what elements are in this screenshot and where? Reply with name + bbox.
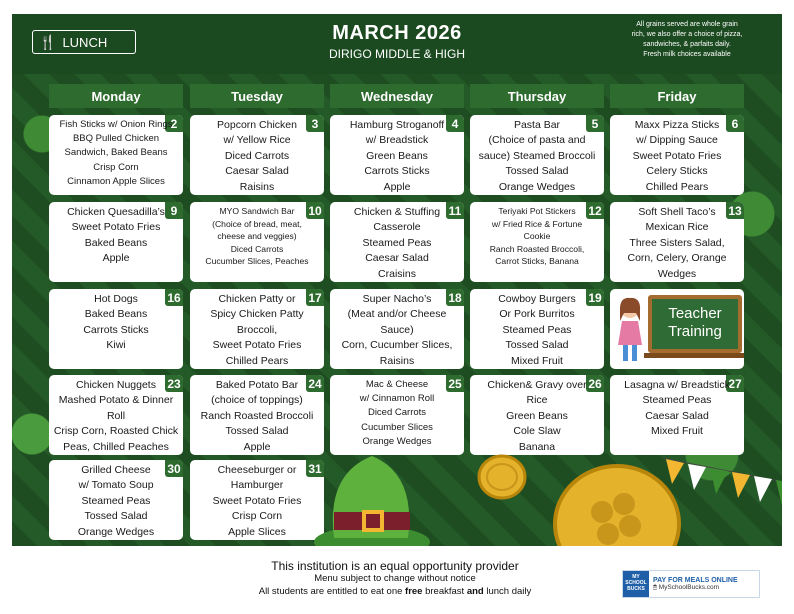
menu-item: Apple [243, 440, 271, 453]
menu-item: Lasagna w/ Breadstick [624, 379, 730, 391]
menu-cell-mar-10 [190, 202, 324, 282]
footer-bold-free: free [405, 585, 423, 597]
menu-item: Chicken Quesadilla’s [67, 206, 165, 218]
menu-item: Chicken & Stuffing [353, 206, 441, 218]
date-number: 11 [446, 202, 464, 219]
date-number: 17 [306, 289, 324, 306]
menu-item: Kiwi [106, 339, 126, 352]
equal-opportunity-statement: This institution is an equal opportunity provider [271, 559, 519, 573]
menu-item: Sweet Potato Fries [632, 149, 722, 162]
menu-item: Popcorn Chicken [217, 119, 297, 131]
menu-item: Cheeseburger or [217, 464, 297, 476]
menu-item: Pasta Bar [513, 119, 561, 131]
menu-item: Hamburger [230, 479, 284, 492]
menu-item: Orange Wedges [362, 435, 432, 447]
menu-item: Or Pork Burritos [499, 308, 575, 321]
menu-item: Cucumber Slices, Peaches [205, 256, 309, 267]
menu-item: (Choice of pasta and [488, 134, 586, 147]
chalkboard-ledge [644, 353, 744, 358]
menu-item: (Choice of bread, meat, [212, 218, 302, 229]
menu-item: Sweet Potato Fries [212, 339, 302, 352]
menu-item: Apple Slices [228, 525, 286, 538]
menu-item: Green Beans [506, 409, 568, 422]
menu-cell-mar-19 [470, 289, 604, 369]
day-header-wednesday: Wednesday [330, 84, 464, 108]
menu-item: Steamed Peas [642, 394, 712, 407]
menu-cell-mar-3 [190, 115, 324, 195]
menu-item: Caesar Salad [365, 252, 429, 265]
note-line: rich, we also offer a choice of pizza, [631, 31, 743, 38]
menu-item: Tossed Salad [505, 165, 569, 178]
date-number: 16 [165, 289, 183, 306]
menu-item: Diced Carrots [230, 243, 284, 254]
day-header-friday: Friday [610, 84, 744, 108]
menu-cell-mar-9 [49, 202, 183, 282]
date-number: 13 [726, 202, 744, 219]
menu-item: w/ Tomato Soup [78, 479, 154, 492]
menu-item: Sauce) [380, 323, 414, 336]
menu-cell-mar-2 [49, 115, 183, 195]
menu-item: Roll [106, 409, 126, 422]
menu-item: Cookie [523, 231, 551, 242]
menu-item: w/ Yellow Rice [223, 134, 291, 147]
teacher-illustration [614, 295, 648, 365]
menu-item: Celery Sticks [646, 165, 708, 178]
menu-item: Chicken Patty or [218, 293, 296, 305]
day-header-thursday: Thursday [470, 84, 604, 108]
menu-item: Peas, Chilled Peaches [63, 440, 169, 453]
menu-cell-mar-27 [610, 375, 744, 455]
note-line: sandwiches, & parfaits daily. [643, 41, 731, 48]
menu-item: cheese and veggies) [217, 231, 297, 242]
menu-item: Cinnamon Apple Slices [67, 175, 165, 187]
menu-cell-mar-17 [190, 289, 324, 369]
menu-item: Chilled Pears [225, 354, 289, 367]
menu-item: Wedges [657, 267, 697, 280]
date-number: 30 [165, 460, 183, 477]
menu-item: Apple [102, 252, 130, 265]
menu-item: Tossed Salad [505, 339, 569, 352]
page-title: MARCH 2026 [332, 22, 462, 44]
menu-item: Green Beans [366, 149, 428, 162]
menu-item: w/ Breadstick [365, 134, 429, 147]
menu-item: Sweet Potato Fries [71, 221, 161, 234]
menu-cell-mar-31 [190, 460, 324, 540]
url-text[interactable]: MySchoolBucks.com [658, 583, 720, 591]
leprechaun-hat-illustration [312, 434, 442, 546]
menu-item: Steamed Peas [362, 236, 432, 249]
myschoolbucks-logo [623, 571, 649, 597]
date-number: 26 [586, 375, 604, 392]
date-number: 4 [446, 115, 464, 132]
menu-item: Cowboy Burgers [498, 293, 576, 305]
menu-item: Mixed Fruit [511, 354, 563, 367]
gold-coin-small-illustration [477, 454, 527, 500]
menu-item: Apple [383, 180, 411, 193]
date-number: 2 [165, 115, 183, 132]
menu-item: MYO Sandwich Bar [219, 206, 295, 216]
menu-item: Raisins [379, 354, 415, 367]
menu-cell-mar-23 [49, 375, 183, 455]
free-meals-statement [150, 586, 640, 599]
fork-knife-icon: 🍴 [39, 34, 57, 50]
menu-item: Tossed Salad [84, 510, 148, 523]
menu-item: Mixed Fruit [651, 425, 703, 438]
menu-item: Cole Slaw [513, 425, 561, 438]
lunch-badge-label: LUNCH [62, 34, 108, 50]
menu-item: Mexican Rice [645, 221, 709, 234]
menu-item: Craisins [378, 267, 416, 280]
menu-item: Sandwich, Baked Beans [64, 147, 168, 159]
menu-item: Hamburg Stroganoff [349, 119, 445, 131]
menu-item: Soft Shell Taco’s [638, 206, 716, 218]
menu-item: Orange Wedges [77, 525, 155, 538]
menu-cell-mar-4 [330, 115, 464, 195]
menu-item: Caesar Salad [645, 409, 709, 422]
menu-item: sauce) Steamed Broccoli [478, 149, 596, 162]
footer-text: All students are entitled to eat one [258, 585, 406, 597]
menu-item: Carrots Sticks [364, 165, 430, 178]
menu-item: Steamed Peas [81, 494, 151, 507]
menu-item: Corn, Cucumber Slices, [341, 339, 453, 352]
menu-item: Grilled Cheese [81, 464, 151, 476]
menu-item: Carrots Sticks [83, 323, 149, 336]
footer-text: lunch daily [483, 585, 532, 597]
menu-item: w/ Dipping Sauce [636, 134, 718, 147]
date-number: 9 [165, 202, 183, 219]
menu-item: Caesar Salad [225, 165, 289, 178]
date-number: 5 [586, 115, 604, 132]
lunch-badge [32, 30, 136, 54]
footer [150, 559, 640, 598]
myschoolbucks-url[interactable]: 🖱 MySchoolBucks.com [653, 583, 720, 591]
school-name: DIRIGO MIDDLE & HIGH [328, 47, 465, 61]
menu-item: Raisins [239, 180, 275, 193]
date-number: 10 [306, 202, 324, 219]
menu-item: Three Sisters Salad, [629, 236, 725, 249]
menu-item: Banana [518, 440, 556, 453]
menu-item: Teriyaki Pot Stickers [498, 206, 576, 216]
change-notice: Menu subject to change without notice [314, 573, 476, 584]
menu-cell-mar-12 [470, 202, 604, 282]
pay-online-label: PAY FOR MEALS ONLINE [653, 576, 738, 584]
menu-item: Baked Beans [84, 236, 148, 249]
logo-line: BUCKS [627, 586, 645, 592]
date-number: 25 [446, 375, 464, 392]
menu-item: Orange Wedges [498, 180, 576, 193]
menu-item: Tossed Salad [225, 425, 289, 438]
date-number: 27 [726, 375, 744, 392]
date-number: 31 [306, 460, 324, 477]
date-number: 3 [306, 115, 324, 132]
chalkboard [648, 295, 742, 353]
note-line: All grains served are whole grain [636, 21, 738, 28]
menu-item: Super Nacho’s [362, 293, 432, 305]
menu-cell-mar-6 [610, 115, 744, 195]
menu-item: Steamed Peas [502, 323, 572, 336]
date-number: 6 [726, 115, 744, 132]
footer-bold-and: and [466, 585, 484, 597]
note-line: Fresh milk choices available [643, 51, 731, 58]
menu-item: Chicken Nuggets [76, 379, 156, 391]
menu-item: Ranch Roasted Broccoli [200, 409, 314, 422]
date-number: 19 [586, 289, 604, 306]
teacher-training-cell [610, 289, 744, 369]
date-number: 24 [306, 375, 324, 392]
menu-item: Diced Carrots [367, 407, 427, 419]
menu-item: Mashed Potato & Dinner [58, 394, 174, 407]
footer-text: breakfast [422, 585, 467, 597]
menu-item: Casserole [373, 221, 421, 234]
menu-item: w/ Cinnamon Roll [359, 393, 435, 405]
menu-item: Sweet Potato Fries [212, 494, 302, 507]
menu-item: Diced Carrots [224, 149, 290, 162]
menu-item: Corn, Celery, Orange [627, 252, 727, 265]
day-header-tuesday: Tuesday [190, 84, 324, 108]
menu-item: Crisp Corn, Roasted Chick [53, 425, 179, 438]
menu-cell-mar-30 [49, 460, 183, 540]
menu-item: Ranch Roasted Broccoli, [489, 243, 585, 254]
date-number: 18 [446, 289, 464, 306]
menu-cell-mar-5 [470, 115, 604, 195]
myschoolbucks-text [649, 577, 738, 592]
day-header-monday: Monday [49, 84, 183, 108]
calendar-board [12, 14, 782, 546]
menu-item: w/ Fried Rice & Fortune [491, 218, 583, 229]
logo-line: SCHOOL [625, 580, 647, 586]
myschoolbucks-banner[interactable] [622, 570, 760, 598]
menu-item: (choice of toppings) [211, 394, 303, 407]
menu-cell-mar-13 [610, 202, 744, 282]
menu-cell-mar-18 [330, 289, 464, 369]
menu-item: Carrot Sticks, Banana [495, 256, 579, 267]
bunting-flags-illustration [662, 454, 782, 534]
menu-item: Baked Beans [84, 308, 148, 321]
menu-item: BBQ Pulled Chicken [72, 133, 160, 145]
menu-item: Spicy Chicken Patty [210, 308, 304, 321]
menu-item: (Meat and/or Cheese [347, 308, 447, 321]
menu-cell-mar-11 [330, 202, 464, 282]
menu-item: Baked Potato Bar [215, 379, 299, 391]
menu-item: Hot Dogs [94, 293, 138, 305]
menu-item: Mac & Cheese [365, 379, 429, 390]
menu-item: Fish Sticks w/ Onion Rings [59, 119, 173, 130]
menu-cell-mar-26 [470, 375, 604, 455]
menu-item: Maxx Pizza Sticks [634, 119, 720, 131]
menu-item: Crisp Corn [231, 510, 283, 523]
menu-item: Chicken& Gravy over [487, 379, 587, 391]
date-number: 23 [165, 375, 183, 392]
menu-item: Rice [526, 394, 548, 407]
menu-item: Chilled Pears [645, 180, 709, 193]
grains-note [602, 20, 772, 60]
menu-item: Crisp Corn [93, 161, 139, 173]
menu-cell-mar-16 [49, 289, 183, 369]
date-number: 12 [586, 202, 604, 219]
logo-line: MY [632, 574, 640, 580]
menu-cell-mar-24 [190, 375, 324, 455]
menu-item: Cucumber Slices [361, 421, 433, 433]
teacher-training-label: Teacher Training [668, 305, 722, 340]
menu-item: Broccoli, [236, 323, 278, 336]
